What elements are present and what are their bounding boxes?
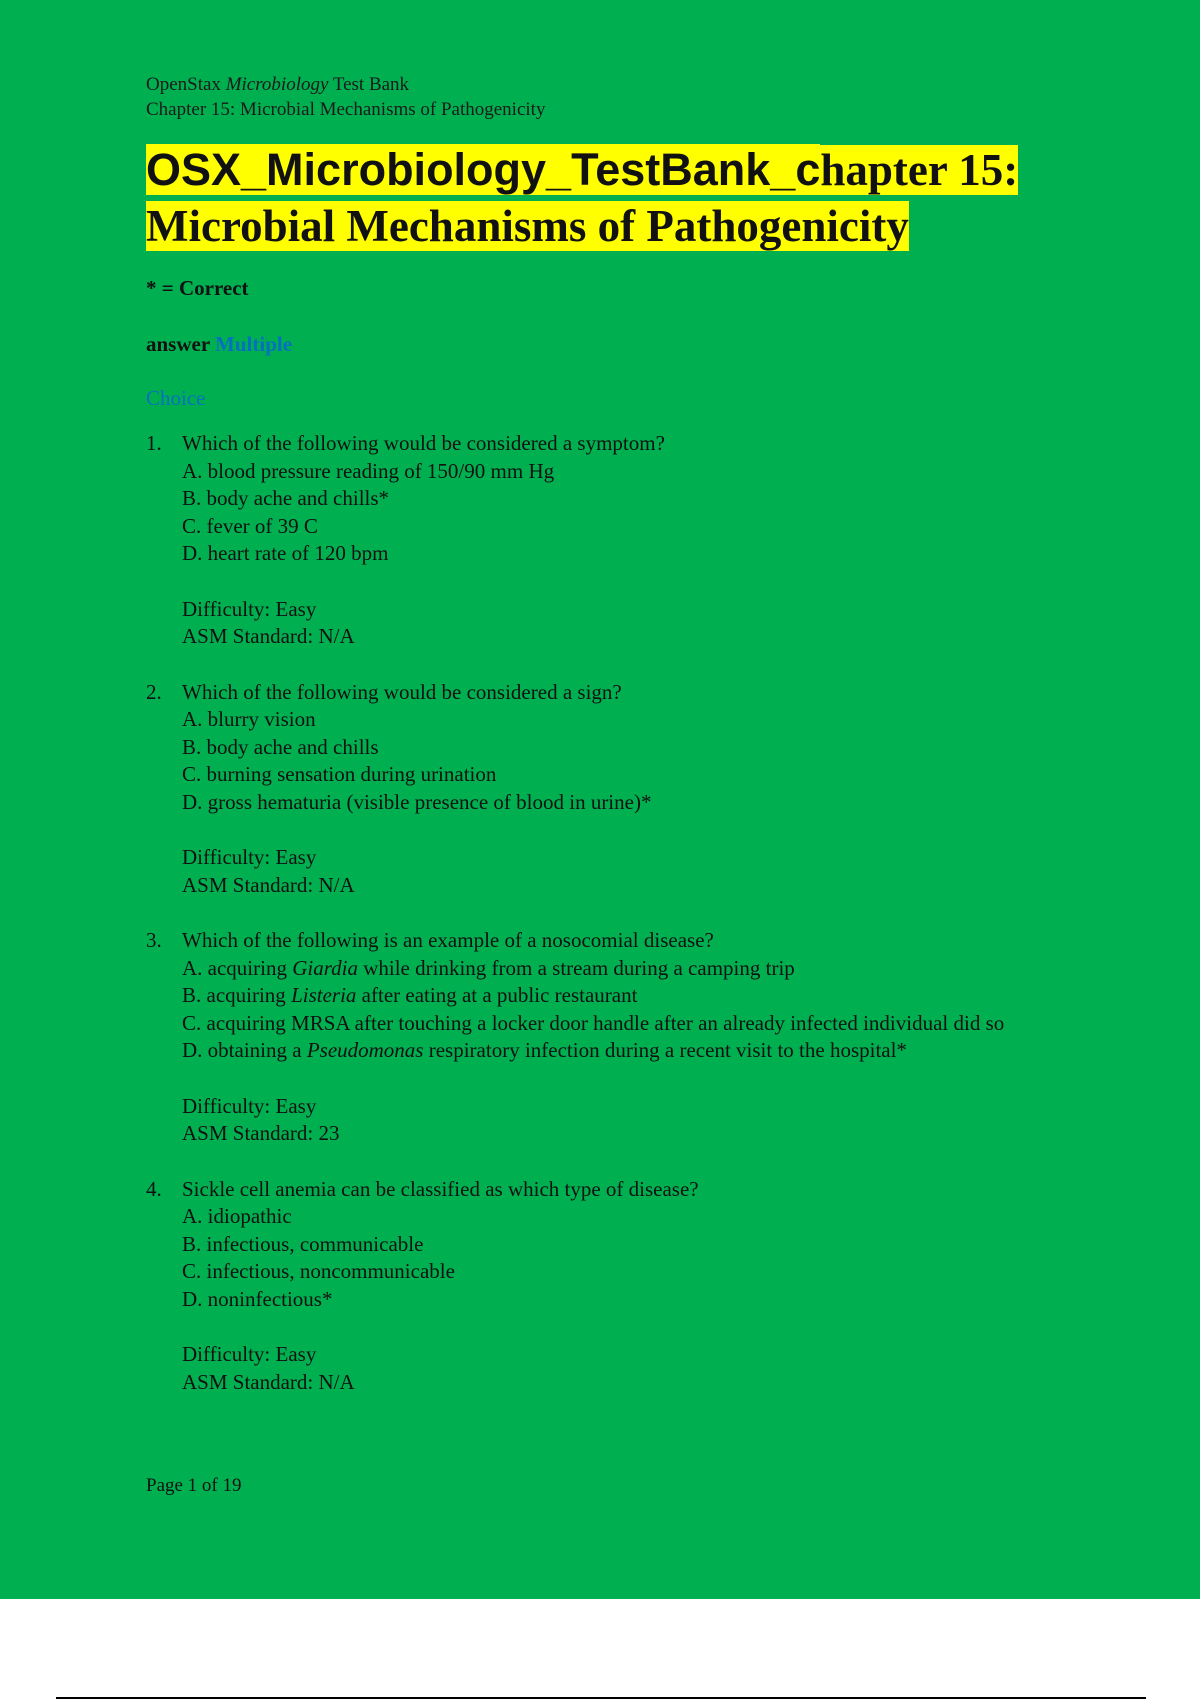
option-text: C. acquiring MRSA after touching a locker door handle after an already infected individual did so	[182, 1010, 1005, 1035]
answer-option: A. blood pressure reading of 150/90 mm Hg	[182, 458, 555, 483]
answer-option: A. blurry vision	[182, 707, 316, 731]
question-number: 1.	[146, 431, 162, 455]
answer-option: D. heart rate of 120 bpm	[182, 541, 389, 565]
running-header-line-2: Chapter 15: Microbial Mechanisms of Pathogenicity	[146, 99, 546, 120]
answer-option: C. fever of 39 C	[182, 513, 318, 538]
difficulty-label: Difficulty: Easy	[182, 596, 317, 621]
header-suffix: Test Bank	[328, 74, 410, 95]
page-content	[146, 72, 1096, 1424]
asm-standard-label: ASM Standard: 23	[182, 1121, 340, 1145]
option-text: A. acquiring	[182, 955, 293, 980]
page-number-footer: Page 1 of 19	[146, 1475, 242, 1496]
question-4	[146, 1176, 1096, 1397]
title-part-1: OSX_Microbiology_TestBank_c	[146, 144, 821, 195]
question-text: Which of the following would be considered a sign?	[182, 679, 622, 704]
answer-option: B. infectious, communicable	[182, 1231, 424, 1256]
asm-standard-label: ASM Standard: N/A	[182, 872, 355, 897]
answer-option	[182, 982, 1096, 1010]
asm-standard-label: ASM Standard: N/A	[182, 1369, 355, 1394]
option-text: after eating at a public restaurant	[356, 983, 638, 1007]
running-header-line-1	[146, 72, 1096, 97]
difficulty-label: Difficulty: Easy	[182, 1342, 317, 1366]
header-italic-title: Microbiology	[225, 74, 329, 95]
section-heading-word-2: Choice	[146, 386, 206, 410]
answer-option	[182, 1010, 1096, 1038]
answer-option: B. body ache and chills	[182, 734, 379, 759]
organism-name: Pseudomonas	[306, 1038, 424, 1062]
organism-name: Listeria	[291, 983, 357, 1007]
next-page-top-rule	[56, 1697, 1146, 1699]
page-title	[146, 142, 1096, 254]
question-3	[146, 927, 1096, 1148]
organism-name: Giardia	[292, 955, 358, 980]
answer-option	[182, 1037, 1096, 1065]
answer-label: answer	[146, 332, 216, 356]
question-list	[146, 430, 1096, 1396]
correct-answer-legend: * = Correct	[146, 276, 249, 300]
difficulty-label: Difficulty: Easy	[182, 845, 317, 869]
difficulty-label: Difficulty: Easy	[182, 1093, 317, 1118]
option-text: D. obtaining a	[182, 1038, 307, 1062]
answer-option: D. gross hematuria (visible presence of blood in urine)*	[182, 789, 652, 814]
title-part-3: Microbial Mechanisms of Pathogenicity	[146, 201, 909, 251]
answer-option: C. infectious, noncommunicable	[182, 1259, 455, 1283]
answer-option: C. burning sensation during urination	[182, 762, 497, 786]
question-text: Sickle cell anemia can be classified as which type of disease?	[182, 1176, 699, 1201]
title-part-2: hapter 15:	[820, 145, 1019, 195]
question-number: 4.	[146, 1176, 162, 1201]
question-number: 2.	[146, 679, 162, 704]
answer-option: D. noninfectious*	[182, 1286, 333, 1311]
answer-option: A. idiopathic	[182, 1204, 292, 1228]
question-text: Which of the following would be considered a symptom?	[182, 431, 665, 455]
option-text: while drinking from a stream during a camping trip	[357, 955, 795, 980]
answer-option: B. body ache and chills*	[182, 486, 390, 510]
header-prefix: OpenStax	[146, 74, 226, 95]
asm-standard-label: ASM Standard: N/A	[182, 624, 355, 648]
answer-option	[182, 955, 1096, 983]
answer-line	[146, 330, 1096, 358]
question-1	[146, 430, 1096, 651]
section-heading-word-1: Multiple	[215, 332, 293, 356]
option-text: respiratory infection during a recent visit to the hospital*	[423, 1038, 907, 1062]
running-header	[146, 72, 1096, 122]
question-text: Which of the following is an example of a nosocomial disease?	[182, 928, 714, 952]
question-2	[146, 679, 1096, 900]
option-text: B. acquiring	[182, 983, 292, 1007]
question-number: 3.	[146, 928, 162, 952]
